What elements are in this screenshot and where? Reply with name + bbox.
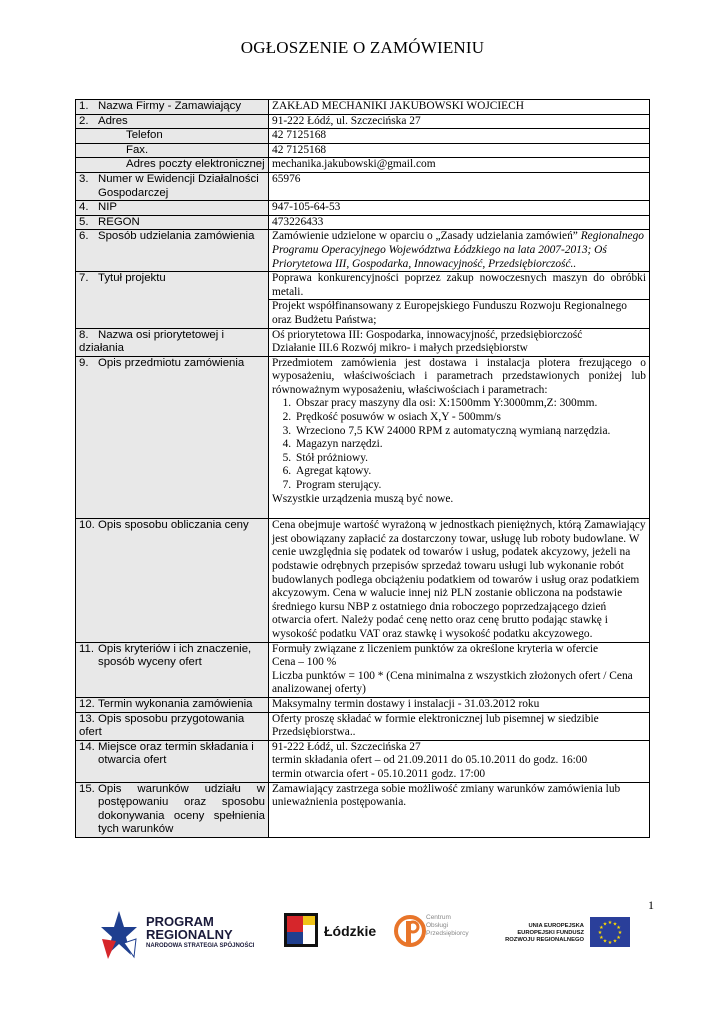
table-row xyxy=(76,143,650,158)
table-row xyxy=(76,172,650,200)
row-value: 91-222 Łódź, ul. Szczecińska 27 xyxy=(269,114,650,129)
value-text: Wszystkie urządzenia muszą być nowe. xyxy=(272,492,454,505)
table-row xyxy=(76,114,650,129)
row-label: Termin wykonania zamówienia xyxy=(98,697,253,710)
value-text: Przedmiotem zamówienia jest dostawa i instalacja plotera frezującego o wyposażeniu, właściwościach i parametrach przedstawionych poniżej lub równoważnym wyposażeniu, właściwościach i parametrach: xyxy=(272,356,646,396)
row-value: 65976 xyxy=(269,172,650,200)
value-text: Działanie III.6 Rozwój mikro- i małych przedsiębiorstw xyxy=(272,342,528,355)
row-label: Adres xyxy=(98,114,128,127)
program-line1: PROGRAM xyxy=(146,914,214,929)
row-value: 947-105-64-53 xyxy=(269,201,650,216)
table-row xyxy=(76,100,650,115)
svg-text:★: ★ xyxy=(602,938,608,945)
row-number: 2. xyxy=(79,114,89,127)
eu-line3: ROZWOJU REGIONALNEGO xyxy=(505,937,584,943)
eu-line2: EUROPEJSKI FUNDUSZ xyxy=(517,930,584,936)
list-item: 2. Prędkość posuwów w osiach X,Y - 500mm/s xyxy=(294,411,646,425)
row-label: Opis kryteriów i ich znaczenie, sposób wyceny ofert xyxy=(98,642,252,669)
row-number: 11. xyxy=(79,642,94,655)
table-row xyxy=(76,697,650,712)
svg-text:★: ★ xyxy=(602,921,608,928)
row-label: Nazwa Firmy - Zamawiający xyxy=(98,100,242,112)
centrum-mark-icon xyxy=(394,913,430,949)
value-text: termin składania ofert – od 21.09.2011 do 05.10.2011 do godz. 16:00 xyxy=(272,754,588,767)
value-text: Oś priorytetowa III: Gospodarka, innowacyjność, przedsiębiorczość xyxy=(272,328,583,341)
program-subtitle: NARODOWA STRATEGIA SPÓJNOŚCI xyxy=(146,943,255,949)
row-value xyxy=(269,356,650,519)
centrum-line2: Obsługi xyxy=(426,922,449,929)
list-item: 7. Program sterujący. xyxy=(294,479,646,493)
row-number: 9. xyxy=(79,356,89,369)
row-label: Telefon xyxy=(126,129,163,142)
table-row xyxy=(76,712,650,740)
row-value: 473226433 xyxy=(269,215,650,230)
row-value: 42 7125168 xyxy=(269,143,650,158)
table-row xyxy=(76,782,650,837)
value-text: Zamówienie udzielone w oparciu o „Zasady udzielania zamówień” xyxy=(272,230,578,243)
row-label: Opis sposobu przygotowania ofert xyxy=(79,712,245,739)
list-item: 6. Agregat kątowy. xyxy=(294,465,646,479)
row-number: 3. xyxy=(79,172,89,185)
row-value: Zamawiający zastrzega sobie możliwość zmiany warunków zamówienia lub unieważnienia postępowania. xyxy=(269,782,650,837)
row-number: 1. xyxy=(79,100,89,112)
table-row xyxy=(76,519,650,642)
row-value xyxy=(269,230,650,272)
eu-line1: UNIA EUROPEJSKA xyxy=(528,923,584,929)
table-row xyxy=(76,158,650,173)
centrum-line3: Przedsiębiorcy xyxy=(426,930,469,937)
row-number: 7. xyxy=(79,272,89,285)
star-flag-icon xyxy=(100,909,138,961)
row-number: 14. xyxy=(79,740,95,753)
row-label: Fax. xyxy=(126,143,149,156)
value-text: Liczba punktów = 100 * (Cena minimalna z wszystkich złożonych ofert / Cena analizowanej oferty) xyxy=(272,669,633,696)
item-list xyxy=(272,397,646,492)
table-row xyxy=(76,740,650,782)
svg-text:★: ★ xyxy=(616,935,621,941)
value-text: 91-222 Łódź, ul. Szczecińska 27 xyxy=(272,740,421,753)
announcement-table xyxy=(75,99,650,838)
svg-text:★: ★ xyxy=(599,935,604,941)
row-value: Cena obejmuje wartość wyrażoną w jednostkach pieniężnych, którą Zamawiający jest obowiązany zapłacić za dostarczony towar, usługę lub roboty budowlane. W cenie uwzględnia się podatek od towarów i usług, podatek akcyzowy, jeżeli na podstawie odrębnych przepisów sprzedaż towaru usługi lub wykonanie robót budowlanych podlega obciążeniu podatkiem od towarów i usług oraz podatkiem akcyzowym. Cena w walucie innej niż PLN zostanie obliczona na podstawie średniego kursu NBP z ostatniego dnia roboczego poprzedzającego dzień otwarcia ofert. Należy podać cenę netto oraz cenę brutto podając stawkę i wysokość podatku VAT oraz stawkę i wysokość podatku akcyzowego. xyxy=(269,519,650,642)
row-label: Opis przedmiotu zamówienia xyxy=(98,356,245,369)
row-label: Miejsce oraz termin składania i otwarcia ofert xyxy=(98,740,254,767)
row-number: 13. xyxy=(79,712,95,725)
value-text: termin otwarcia ofert - 05.10.2011 godz. 17:00 xyxy=(272,767,486,780)
table-row xyxy=(76,642,650,697)
page-title: OGŁOSZENIE O ZAMÓWIENIU xyxy=(240,38,485,57)
eu-logo xyxy=(500,913,630,957)
svg-text:★: ★ xyxy=(612,938,618,945)
row-number: 15. xyxy=(79,782,95,795)
svg-text:★: ★ xyxy=(616,925,621,931)
value-text: Poprawa konkurencyjności poprzez zakup nowoczesnych maszyn do obróbki metali. xyxy=(272,272,646,298)
svg-text:★: ★ xyxy=(617,930,623,936)
svg-text:★: ★ xyxy=(607,920,613,926)
centrum-obslugi-logo xyxy=(394,911,472,957)
row-label: Opis sposobu obliczania ceny xyxy=(98,519,249,532)
row-number: 10. xyxy=(79,519,95,532)
svg-text:★: ★ xyxy=(612,921,618,928)
table-row xyxy=(76,201,650,216)
row-value xyxy=(269,740,650,782)
row-value: ZAKŁAD MECHANIKI JAKUBOWSKI WOJCIECH xyxy=(269,100,650,115)
value-italic-text: Regionalnego Programu Operacyjnego Województwa Łódzkiego na lata 2007-2013; Oś Priorytetowa III, Gospodarka, Innowacyjność, Przedsiębiorczość.. xyxy=(272,230,644,270)
lodzkie-logo xyxy=(284,913,380,953)
program-line2: REGIONALNY xyxy=(146,927,233,942)
list-item: 1. Obszar pracy maszyny dla osi: X:1500mm Y:3000mm,Z: 300mm. xyxy=(294,397,646,411)
eu-flag-icon xyxy=(590,917,630,947)
lodzkie-mark-icon xyxy=(284,913,318,947)
table-row xyxy=(76,272,650,328)
row-number: 6. xyxy=(79,230,89,243)
email-value: mechanika.jakubowski@gmail.com xyxy=(269,158,650,173)
value-text: Formuły związane z liczeniem punktów za określone kryteria w ofercie xyxy=(272,642,599,655)
row-number: 8. xyxy=(79,328,89,341)
svg-text:★: ★ xyxy=(599,925,604,931)
row-label: Sposób udzielania zamówienia xyxy=(98,230,255,243)
table-row xyxy=(76,230,650,272)
page-number: 1 xyxy=(648,898,654,912)
table-row xyxy=(76,356,650,519)
centrum-line1: Centrum xyxy=(426,914,451,921)
row-number: 5. xyxy=(79,215,89,228)
row-label: NIP xyxy=(98,201,117,214)
footer-logos xyxy=(100,905,630,965)
list-item: 3. Wrzeciono 7,5 KW 24000 RPM z automatyczną wymianą narzędzia. xyxy=(294,425,646,439)
row-label: Numer w Ewidencji Działalności Gospodarczej xyxy=(98,172,259,199)
table-row xyxy=(76,129,650,144)
row-value xyxy=(269,642,650,697)
list-item: 5. Stół próżniowy. xyxy=(294,452,646,466)
table-row xyxy=(76,215,650,230)
row-value xyxy=(269,272,650,328)
row-value: Oferty proszę składać w formie elektronicznej lub pisemnej w siedzibie Przedsiębiorstwa.. xyxy=(269,712,650,740)
table-row xyxy=(76,328,650,356)
value-text: Cena – 100 % xyxy=(272,656,337,669)
row-number: 12. xyxy=(79,697,95,710)
program-regionalny-logo xyxy=(100,909,270,961)
row-label: Nazwa osi priorytetowej i działania xyxy=(79,328,224,355)
row-value: 42 7125168 xyxy=(269,129,650,144)
row-value: Maksymalny termin dostawy i instalacji - 31.03.2012 roku xyxy=(269,697,650,712)
row-value xyxy=(269,328,650,356)
row-label: Opis warunków udziału w postępowaniu oraz sposobu dokonywania oceny spełnienia tych warunków xyxy=(98,782,265,836)
lodzkie-text: Łódzkie xyxy=(324,923,377,939)
value-text: Projekt współfinansowany z Europejskiego Funduszu Rozwoju Regionalnego oraz Budżetu Państwa; xyxy=(269,299,649,327)
row-number: 4. xyxy=(79,201,89,214)
row-label: REGON xyxy=(98,215,140,228)
svg-text:★: ★ xyxy=(607,940,613,946)
row-label: Adres poczty elektronicznej xyxy=(126,158,265,171)
row-label: Tytuł projektu xyxy=(98,272,166,285)
svg-text:★: ★ xyxy=(597,930,603,936)
list-item: 4. Magazyn narzędzi. xyxy=(294,438,646,452)
